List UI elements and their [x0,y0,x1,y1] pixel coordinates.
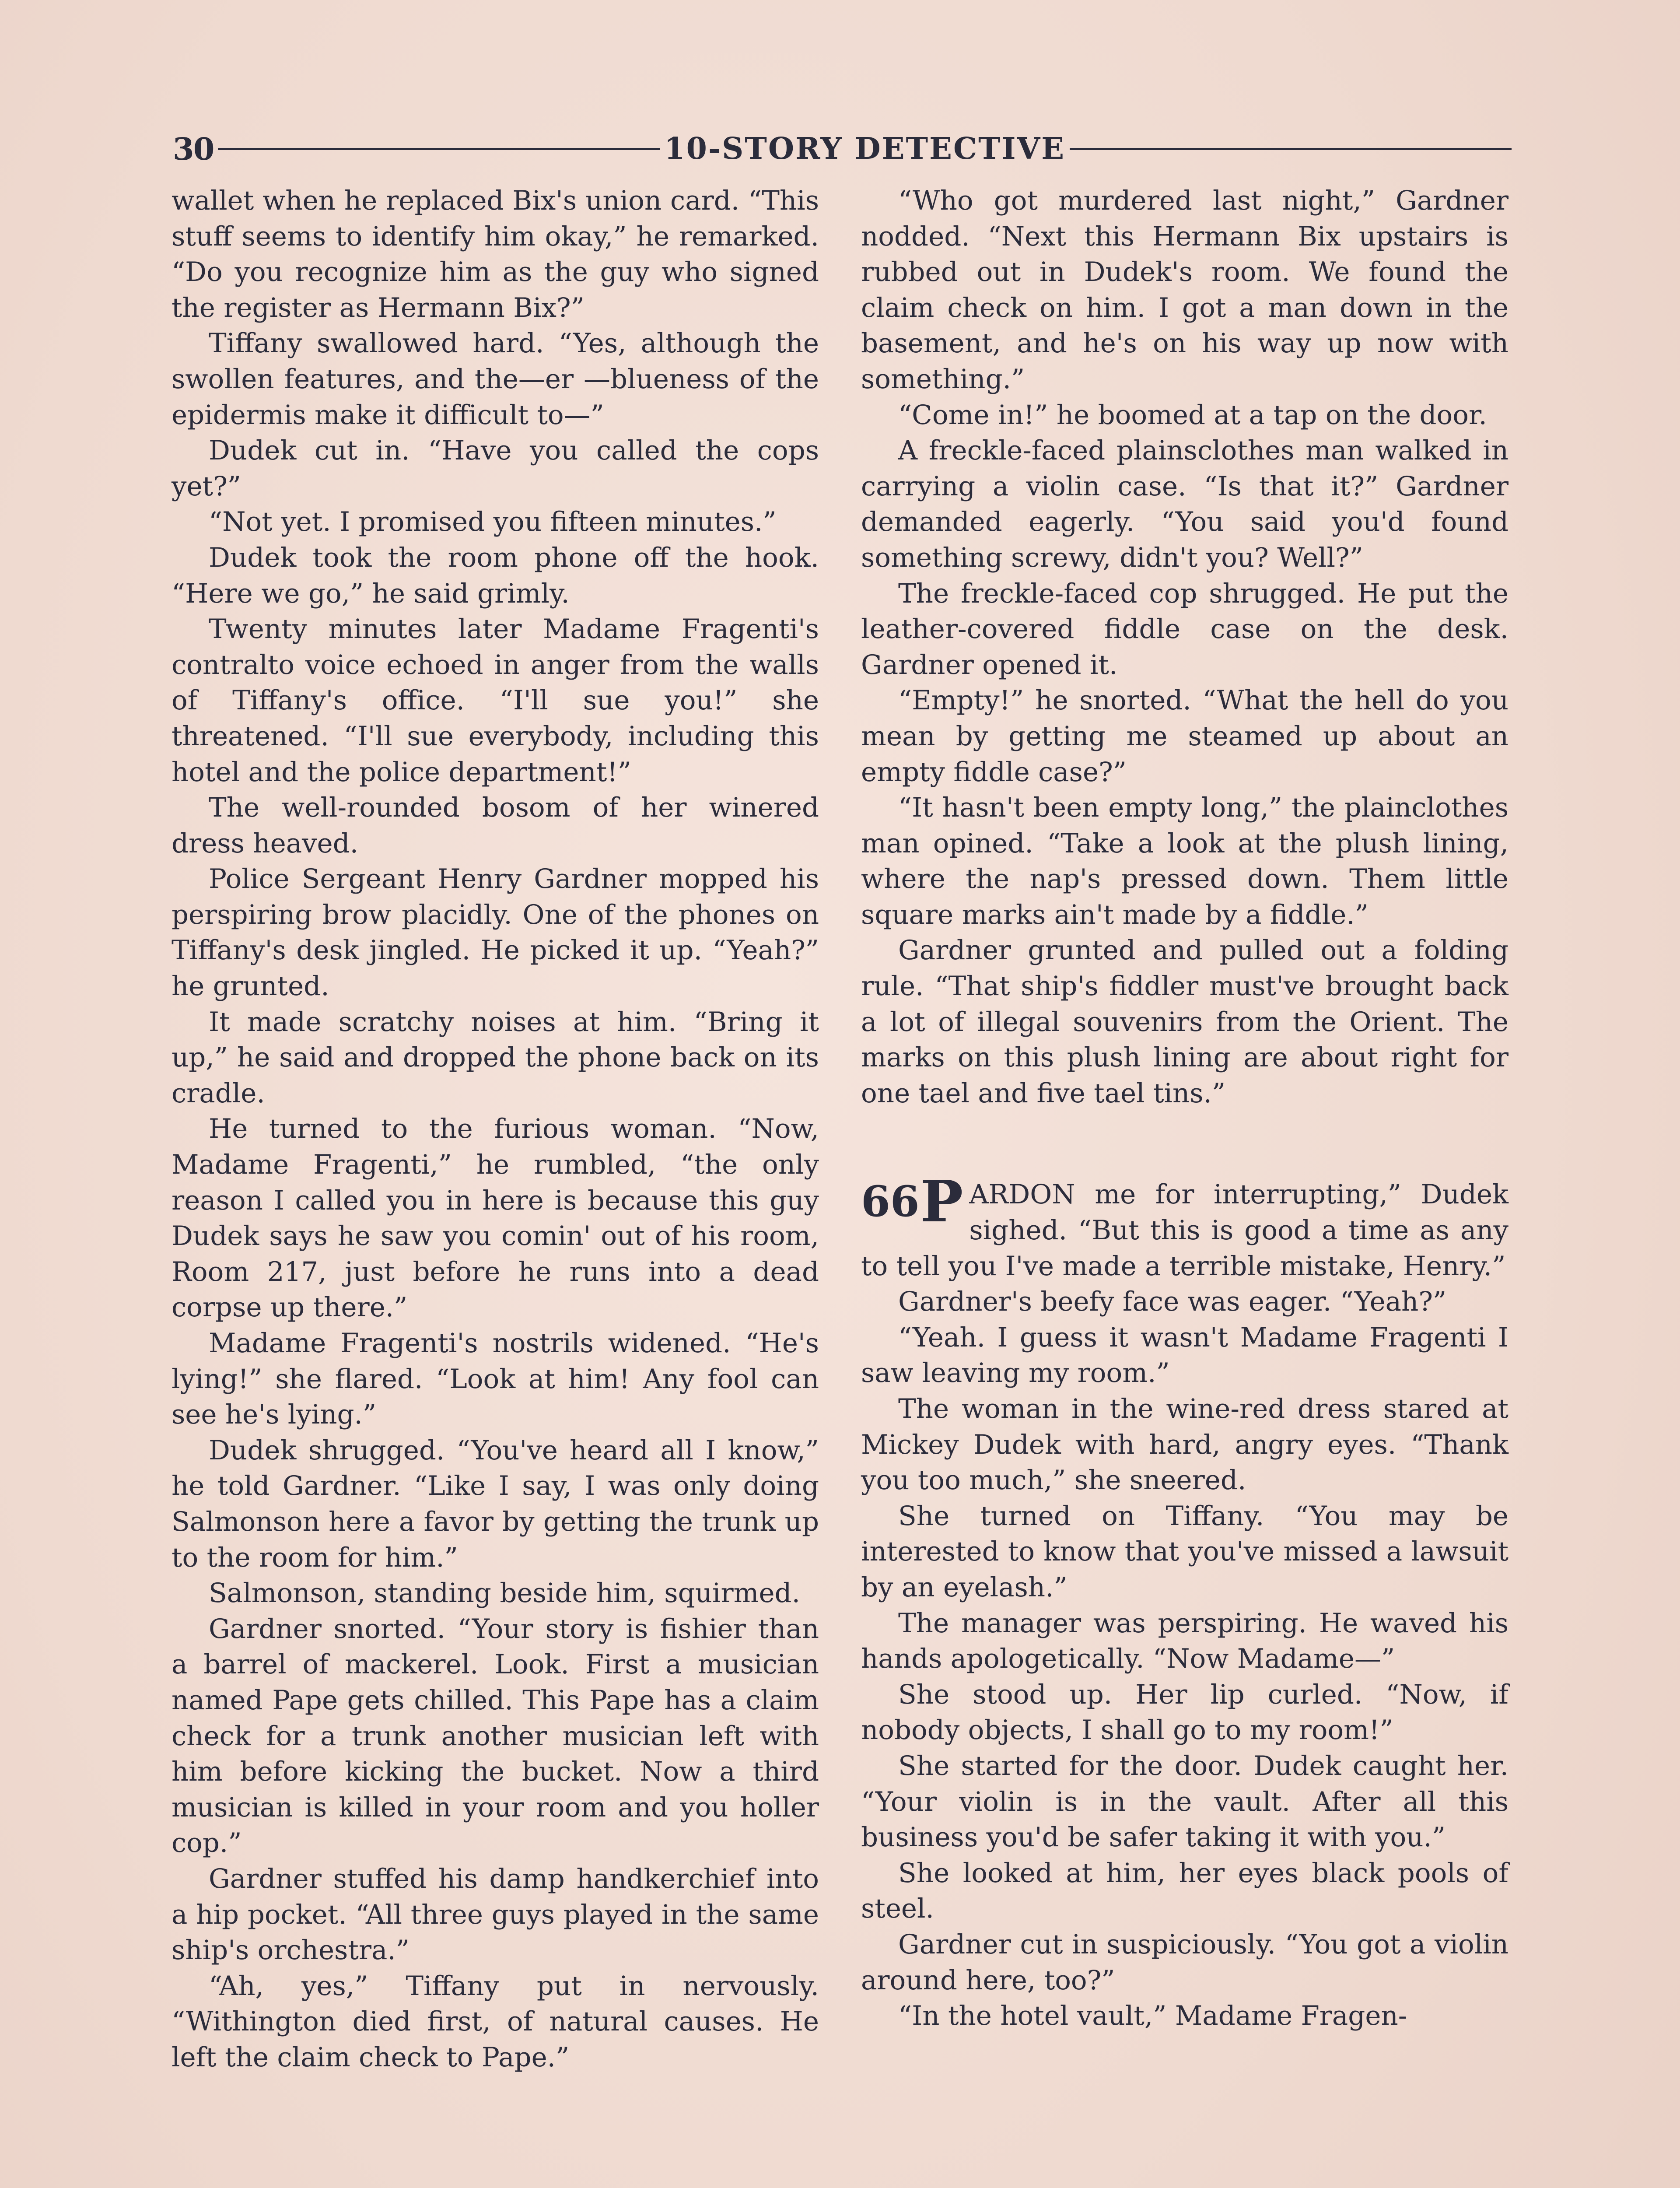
paragraph: The well-rounded bosom of her winered dress heaved. [172,792,819,859]
drop-cap-letter: P [920,1168,963,1235]
paragraph: A freckle-faced plainsclothes man walked in carrying a violin case. “Is that it?” Gardner demanded eagerly. “You said you'd found something screwy, didn't you? Well?” [861,435,1508,573]
page-number: 30 [173,130,214,167]
drop-cap-quote: 66 [861,1177,920,1227]
paragraph: Police Sergeant Henry Gardner mopped his perspiring brow placidly. One of the phones on Tiffany's desk jingled. He picked it up. “Yeah?” he grunted. [172,863,819,1002]
paragraph: “Not yet. I promised you fifteen minutes.” [209,506,777,538]
header-rule-left [218,148,660,150]
paragraph: She started for the door. Dudek caught her. “Your violin is in the vault. After all this business you'd be safer taking it with you.” [861,1750,1508,1853]
paragraph: Gardner stuffed his damp handkerchief into a hip pocket. “All three guys played in the same ship's orchestra.” [172,1863,819,1966]
running-title: 10-STORY DETECTIVE [664,131,1066,166]
paragraph: “Empty!” he snorted. “What the hell do you mean by getting me steamed up about an empty fiddle case?” [861,685,1508,788]
paragraph: Salmonson, standing beside him, squirmed. [209,1578,800,1609]
paragraph: Gardner's beefy face was eager. “Yeah?” [898,1286,1447,1318]
header-rule-right [1070,148,1512,150]
dropcap-paragraph [861,1168,1508,1284]
paragraph: The manager was perspiring. He waved his hands apologetically. “Now Madame—” [861,1607,1508,1675]
paragraph: She stood up. Her lip curled. “Now, if nobody objects, I shall go to my room!” [861,1679,1508,1746]
dropcap-text: ARDON me for interrupting,” Dudek sighed. “But this is good a time as any to tell you I've made a terrible mistake, Henry.” [861,1179,1508,1282]
paragraph: The woman in the wine-red dress stared at Mickey Dudek with hard, angry eyes. “Thank you too much,” she sneered. [861,1393,1508,1496]
running-header [173,125,1516,173]
paragraph: Gardner snorted. “Your story is fishier than a barrel of mackerel. Look. First a musician named Pape gets chilled. This Pape has a claim check for a trunk another musician left with him before kicking the bucket. Now a third musician is killed in your room and you holler cop.” [172,1613,819,1859]
paragraph: Gardner cut in suspiciously. “You got a violin around here, too?” [861,1929,1508,1996]
paragraph: He turned to the furious woman. “Now, Madame Fragenti,” he rumbled, “the only reason I called you in here is because this guy Dudek says he saw you comin' out of his room, Room 217, just before he runs into a dead corpse up there.” [172,1113,819,1323]
paragraph: “In the hotel vault,” Madame Fragen- [898,2000,1407,2032]
paragraph: Twenty minutes later Madame Fragenti's contralto voice echoed in anger from the walls of Tiffany's office. “I'll sue you!” she threatened. “I'll sue everybody, including this hotel and the police department!” [172,614,819,788]
paragraph: Dudek took the room phone off the hook. “Here we go,” he said grimly. [172,542,819,609]
paragraph: She looked at him, her eyes black pools of steel. [861,1857,1508,1925]
left-column [172,183,819,2075]
paragraph: “Who got murdered last night,” Gardner nodded. “Next this Hermann Bix upstairs is rubbed out in Dudek's room. We found the claim check on him. I got a man down in the basement, and he's on his way up now with something.” [861,185,1508,395]
paragraph: It made scratchy noises at him. “Bring it up,” he said and dropped the phone back on its cradle. [172,1006,819,1109]
paragraph: “Come in!” he boomed at a tap on the door. [898,399,1487,431]
paragraph: Gardner grunted and pulled out a folding rule. “That ship's fiddler must've brought back a lot of illegal souvenirs from the Orient. The marks on this plush lining are about right for one tael and five tael tins.” [861,935,1508,1109]
right-column [861,183,1508,2034]
paragraph: “It hasn't been empty long,” the plainclothes man opined. “Take a look at the plush lining, where the nap's pressed down. Them little square marks ain't made by a fiddle.” [861,792,1508,930]
paragraph: wallet when he replaced Bix's union card. “This stuff seems to identify him okay,” he remarked. “Do you recognize him as the guy who signed the register as Hermann Bix?” [172,185,819,323]
paragraph: Dudek shrugged. “You've heard all I know,” he told Gardner. “Like I say, I was only doing Salmonson here a favor by getting the trunk up to the room for him.” [172,1434,819,1573]
paragraph: Madame Fragenti's nostrils widened. “He's lying!” she flared. “Look at him! Any fool can see he's lying.” [172,1328,819,1431]
paragraph: “Yeah. I guess it wasn't Madame Fragenti I saw leaving my room.” [861,1322,1508,1389]
drop-cap [861,1168,963,1235]
paragraph: Dudek cut in. “Have you called the cops yet?” [172,435,819,502]
paragraph: Tiffany swallowed hard. “Yes, although the swollen features, and the—er —blueness of the epidermis make it difficult to—” [172,328,819,431]
paragraph: The freckle-faced cop shrugged. He put the leather-covered fiddle case on the desk. Gardner opened it. [861,578,1508,680]
paragraph: She turned on Tiffany. “You may be interested to know that you've missed a lawsuit by an eyelash.” [861,1500,1508,1603]
paragraph: “Ah, yes,” Tiffany put in nervously. “Withington died first, of natural causes. He left the claim check to Pape.” [172,1970,819,2073]
